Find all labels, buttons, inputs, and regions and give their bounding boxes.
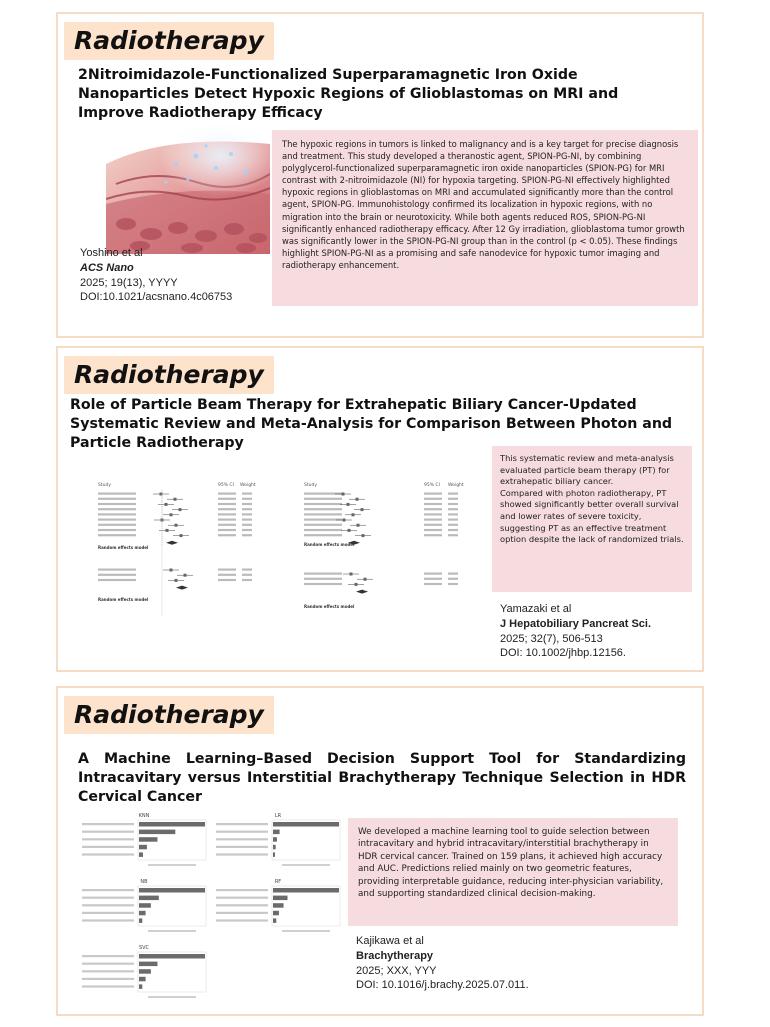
article-title: 2Nitroimidazole-Functionalized Superparamagnetic Iron Oxide Nanoparticles Detect Hypoxic Regions of Glioblastomas on MRI and Improve Radiotherapy Efficacy: [78, 67, 619, 121]
ml-bar: [139, 822, 205, 827]
article-card-2: [56, 346, 704, 672]
ml-bar: [273, 837, 277, 842]
authors: Yoshino et al: [80, 247, 143, 259]
ml-bar: [273, 911, 279, 916]
ml-bar: [273, 830, 280, 835]
ml-bar: [139, 845, 147, 850]
forest-plot-figure: [92, 466, 482, 626]
citation: [356, 934, 529, 993]
ml-feature-label: [216, 823, 268, 825]
citation: [500, 602, 651, 661]
ml-bar: [273, 896, 288, 901]
forest-weight-header: Weight: [240, 483, 256, 488]
ml-feature-label: [216, 904, 268, 906]
ml-bar: [139, 977, 146, 982]
ml-panel-title: NB: [140, 879, 148, 885]
ml-bar: [139, 888, 205, 893]
nanoparticle-illustration: [106, 124, 270, 254]
ml-feature-label: [82, 846, 134, 848]
ml-bar: [139, 896, 159, 901]
abstract-paragraph-2: Compared with photon radiotherapy, PT showed significantly better overall survival and lower rates of severe toxicity, suggesting PT as an effective treatment option despite the lack of randomized trials.: [500, 487, 684, 545]
ml-bar: [139, 837, 157, 842]
volume: 2025; XXX, YYY: [356, 964, 437, 977]
ml-bar: [139, 962, 157, 967]
ml-feature-label: [82, 978, 134, 980]
ml-feature-label: [82, 897, 134, 899]
ml-bar: [273, 918, 276, 923]
ml-panel-title: SVC: [138, 945, 150, 951]
volume: 2025; 32(7), 506-513: [500, 632, 603, 645]
abstract-box: [492, 446, 692, 592]
ml-panel-title: KNN: [138, 813, 150, 819]
ml-bar: [139, 903, 151, 908]
category-tag: Radiotherapy: [64, 22, 274, 60]
ml-feature-label: [216, 889, 268, 891]
article-card-1: [56, 12, 704, 338]
forest-ci-header-r: 95% CI: [424, 483, 440, 488]
ml-panel-title: LR: [274, 813, 282, 819]
article-card-3: [56, 686, 704, 1016]
forest-weight-header-r: Weight: [448, 483, 464, 488]
ml-bar: [139, 969, 151, 974]
ml-feature-label: [82, 955, 134, 957]
ml-feature-label: [82, 838, 134, 840]
journal: ACS Nano: [80, 261, 134, 274]
ml-bar: [139, 911, 146, 916]
ml-feature-label: [216, 919, 268, 921]
doi: DOI: 10.1016/j.brachy.2025.07.011.: [356, 979, 529, 992]
ml-feature-label: [216, 853, 268, 855]
abstract-paragraph-1: This systematic review and meta-analysis evaluated particle beam therapy (PT) for extrahepatic biliary cancer.: [500, 453, 674, 487]
ml-panel-title: RF: [274, 879, 282, 885]
ml-bar: [273, 845, 276, 850]
forest-model-label-r2: Random effects model: [304, 604, 355, 609]
ml-bar: [139, 954, 205, 959]
forest-study-header-r: Study: [304, 483, 317, 488]
abstract-box: The hypoxic regions in tumors is linked to malignancy and is a key target for precise diagnosis and treatment. This study developed a theranostic agent, SPION-PG-NI, by combining polyglycerol-functionalized superparamagnetic iron oxide nanoparticles (SPION-PG) for MRI contrast with 2-nitroimidazole (NI) for hypoxia targeting. SPION-PG-NI effectively highlighted hypoxic regions in glioblastomas on MRI and accumulated significantly more than the control agent, SPION-PG. Immunohistology confirmed its localization in hypoxic regions, with no migration into the brain or neurotoxicity. While both agents reduced ROS, SPION-PG-NI significantly enhanced radiotherapy efficacy. After 12 Gy irradiation, glioblastoma tumor growth was significantly lower in the SPION-PG-NI group than in the control (p < 0.05). These findings highlight SPION-PG-NI as a promising and safe nanodevice for hypoxic tumor imaging and radiotherapy enhancement.: [272, 130, 698, 306]
volume: 2025; 19(13), YYYY: [80, 276, 178, 289]
authors: Yamazaki et al: [500, 603, 572, 615]
article-title: A Machine Learning–Based Decision Support Tool for Standardizing Intracavitary versus Interstitial Brachytherapy Technique Selection in HDR Cervical Cancer: [78, 751, 686, 805]
ml-feature-label: [82, 963, 134, 965]
ml-feature-label: [82, 823, 134, 825]
category-tag: Radiotherapy: [64, 696, 274, 734]
ml-feature-label: [82, 912, 134, 914]
ml-feature-label: [216, 838, 268, 840]
ml-feature-label: [82, 853, 134, 855]
ml-bar: [273, 888, 339, 893]
ml-bar: [273, 903, 284, 908]
ml-feature-label: [82, 889, 134, 891]
ml-feature-label: [82, 919, 134, 921]
citation: [80, 246, 232, 305]
ml-feature-label: [216, 831, 268, 833]
ml-bar: [273, 822, 339, 827]
ml-feature-label: [216, 846, 268, 848]
forest-model-label: Random effects model: [98, 545, 149, 550]
article-title: Role of Particle Beam Therapy for Extrahepatic Biliary Cancer-Updated Systematic Review and Meta-Analysis for Comparison Between Photon and Particle Radiotherapy: [70, 397, 673, 451]
ml-bar: [139, 830, 175, 835]
forest-study-header: Study: [98, 483, 111, 488]
ml-bar: [139, 918, 142, 923]
doi: DOI:10.1021/acsnano.4c06753: [80, 291, 233, 304]
forest-model-label-2: Random effects model: [98, 597, 149, 602]
forest-model-label-r: Random effects model: [304, 542, 355, 547]
forest-ci-header: 95% CI: [218, 483, 234, 488]
ml-bar: [139, 984, 142, 989]
ml-feature-label: [82, 904, 134, 906]
abstract-box: We developed a machine learning tool to guide selection between intracavitary and hybrid intracavitary/interstitial brachytherapy in HDR cervical cancer. Trained on 159 plans, it achieved high accuracy and AUC. Predictions relied mainly on two geometric features, providing interpretable guidance, reducing inter-physician variability, and supporting standardized clinical decision-making.: [348, 818, 678, 926]
ml-feature-label: [82, 985, 134, 987]
ml-feature-label: [82, 831, 134, 833]
doi: DOI: 10.1002/jhbp.12156.: [500, 647, 626, 660]
ml-bar: [273, 852, 275, 857]
ml-feature-label: [216, 897, 268, 899]
ml-feature-label: [216, 912, 268, 914]
category-tag: Radiotherapy: [64, 356, 274, 394]
authors: Kajikawa et al: [356, 935, 424, 947]
journal: J Hepatobiliary Pancreat Sci.: [500, 617, 652, 630]
journal: Brachytherapy: [356, 949, 434, 962]
ml-bar: [139, 852, 143, 857]
ml-feature-label: [82, 970, 134, 972]
feature-importance-figure: [78, 810, 342, 1010]
